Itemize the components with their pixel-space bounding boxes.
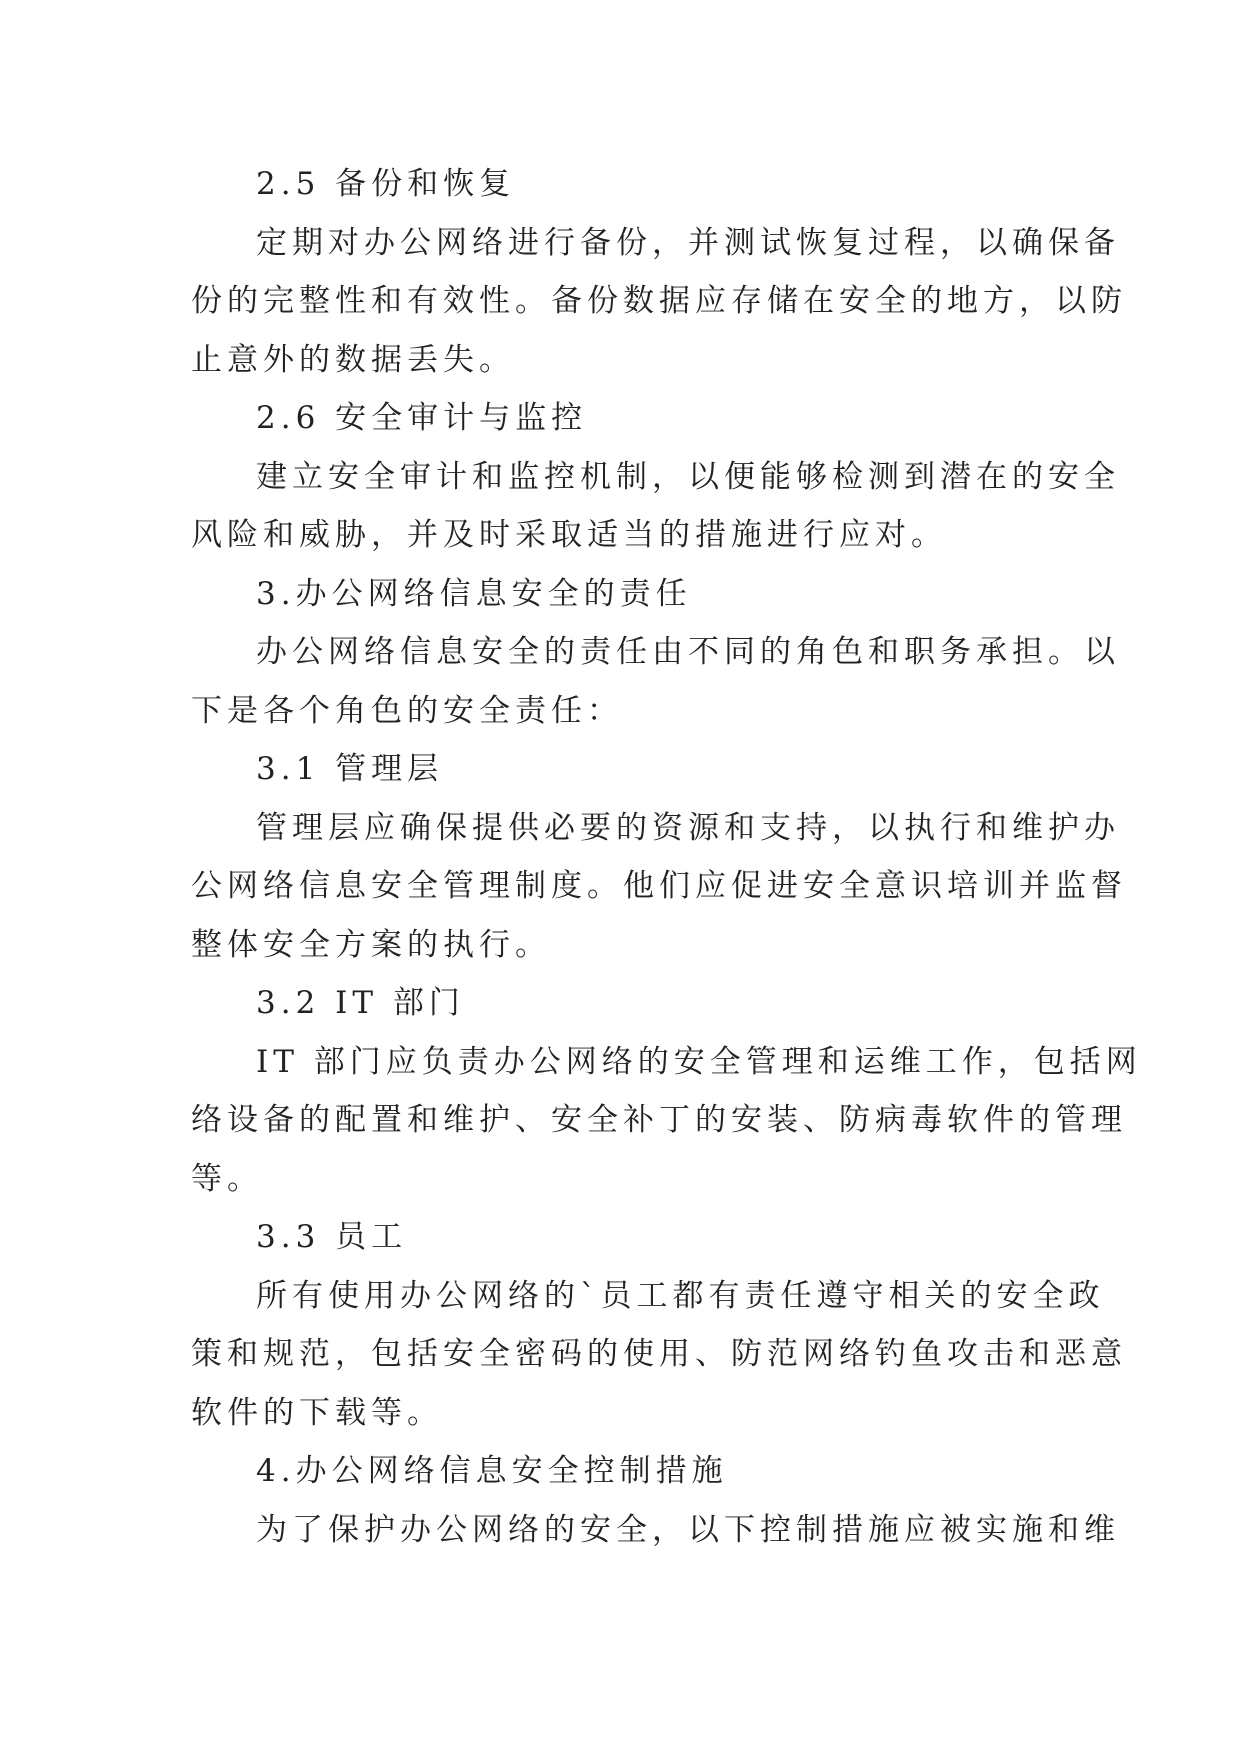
- paragraph-line: 建立安全审计和监控机制，以便能够检测到潜在的安全: [256, 458, 1120, 495]
- section-heading-3-3: 3.3 员工: [256, 1219, 408, 1255]
- paragraph-line: 软件的下载等。: [191, 1394, 443, 1431]
- section-heading-4: 4.办公网络信息安全控制措施: [256, 1453, 728, 1489]
- paragraph-line: 下是各个角色的安全责任：: [191, 692, 623, 729]
- paragraph-line: 定期对办公网络进行备份，并测试恢复过程，以确保备: [256, 224, 1120, 261]
- section-heading-3-1: 3.1 管理层: [256, 751, 444, 787]
- section-heading-3-2: 3.2 IT 部门: [256, 985, 465, 1021]
- paragraph-line: 风险和威胁，并及时采取适当的措施进行应对。: [191, 517, 947, 553]
- paragraph-line: 为了保护办公网络的安全，以下控制措施应被实施和维: [256, 1511, 1120, 1548]
- section-heading-2-6: 2.6 安全审计与监控: [256, 400, 588, 436]
- paragraph-line: 所有使用办公网络的`员工都有责任遵守相关的安全政: [256, 1277, 1105, 1314]
- section-heading-2-5: 2.5 备份和恢复: [256, 166, 516, 202]
- document-body: [191, 155, 1142, 1559]
- paragraph-line: 份的完整性和有效性。备份数据应存储在安全的地方，以防: [191, 283, 1127, 319]
- paragraph-line: 管理层应确保提供必要的资源和支持，以执行和维护办: [256, 809, 1120, 846]
- paragraph-line: 整体安全方案的执行。: [191, 926, 551, 963]
- paragraph-line: 等。: [191, 1160, 263, 1197]
- paragraph-line: 止意外的数据丢失。: [191, 341, 515, 378]
- section-heading-3: 3.办公网络信息安全的责任: [256, 575, 692, 612]
- paragraph-line: 办公网络信息安全的责任由不同的角色和职务承担。以: [256, 634, 1120, 670]
- paragraph-line: 策和规范，包括安全密码的使用、防范网络钓鱼攻击和恶意: [191, 1336, 1127, 1372]
- paragraph-line: IT 部门应负责办公网络的安全管理和运维工作，包括网: [256, 1043, 1142, 1080]
- paragraph-line: 络设备的配置和维护、安全补丁的安装、防病毒软件的管理: [191, 1102, 1127, 1138]
- paragraph-line: 公网络信息安全管理制度。他们应促进安全意识培训并监督: [191, 868, 1127, 904]
